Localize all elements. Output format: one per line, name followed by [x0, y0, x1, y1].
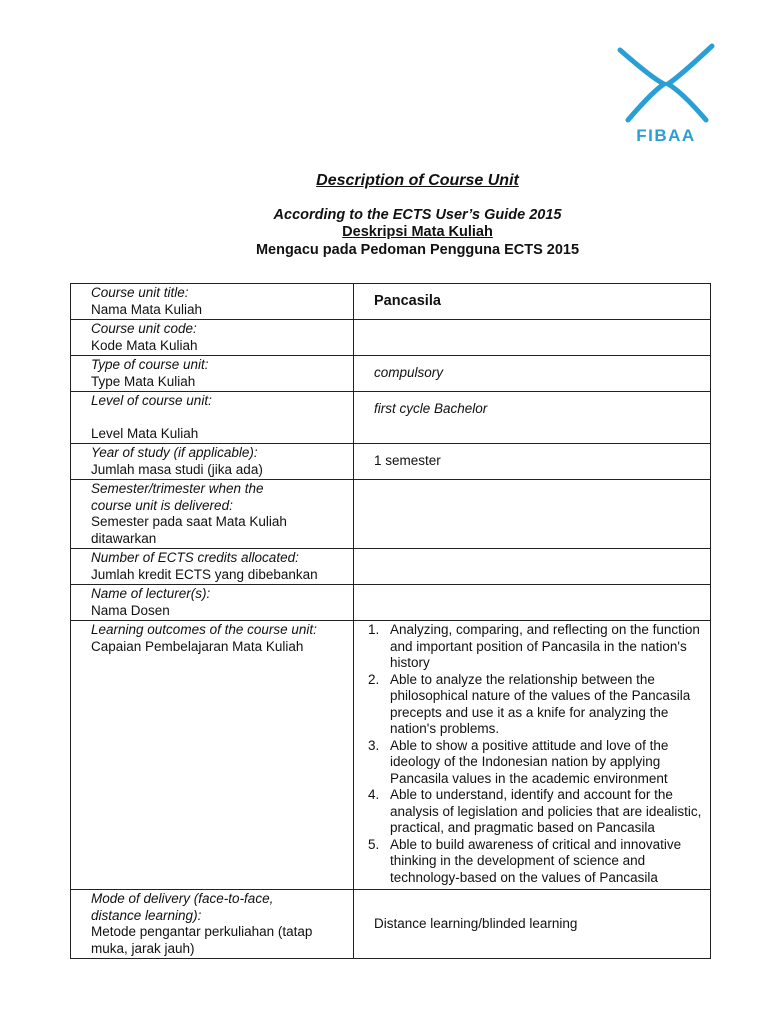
label-indonesian: Jumlah masa studi (jika ada): [91, 461, 263, 477]
value-cell: [354, 356, 711, 392]
label-english: Course unit code:: [91, 321, 197, 336]
label-english: distance learning):: [91, 907, 202, 923]
value-cell: [354, 549, 711, 585]
label-indonesian: Type Mata Kuliah: [91, 373, 196, 389]
label-indonesian: Metode pengantar perkuliahan (tatap muka, jarak jauh): [91, 924, 313, 956]
list-item: 5. Able to build awareness of critical and innovative thinking in the development of science and technology-based on the values of Pancasila: [368, 836, 682, 885]
table-row: [71, 356, 711, 392]
label-indonesian: Nama Mata Kuliah: [91, 301, 203, 317]
label-cell: [71, 356, 354, 392]
label-cell: [71, 890, 354, 959]
value-cell: [354, 890, 711, 959]
document-headings: [60, 170, 768, 259]
learning-outcomes-cell: [354, 621, 711, 890]
list-item: 1. Analyzing, comparing, and reflecting on the function and important position of Pancasila in the nation's history: [368, 622, 700, 670]
label-english: Learning outcomes of the course unit:: [91, 622, 317, 637]
table-row: [71, 444, 711, 480]
table-row: [71, 480, 711, 549]
fibaa-star-icon: [612, 40, 720, 124]
list-item: 4. Able to understand, identify and account for the analysis of legislation and policies that are idealistic, practical, and pragmatic based on Pancasila: [368, 787, 702, 835]
course-unit-table: [70, 283, 711, 959]
list-item: 2. Able to analyze the relationship between the philosophical nature of the values of the Pancasila precepts and use it as a knife for analyzing the nation's problems.: [368, 671, 691, 736]
list-item: 3. Able to show a positive attitude and love of the ideology of the Indonesian nation by applying Pancasila values in the academic environment: [368, 737, 669, 786]
label-indonesian: Capaian Pembelajaran Mata Kuliah: [91, 638, 304, 654]
label-cell: [71, 480, 354, 549]
document-title: Description of Course Unit: [316, 172, 519, 189]
value-cell: [354, 585, 711, 621]
label-english: Number of ECTS credits allocated:: [91, 550, 299, 565]
table-row: [71, 549, 711, 585]
label-cell: [71, 585, 354, 621]
label-english: Type of course unit:: [91, 357, 209, 372]
label-english: Year of study (if applicable):: [91, 445, 258, 460]
table-row: [71, 890, 711, 959]
label-indonesian: Level Mata Kuliah: [91, 425, 199, 441]
table-row: [71, 621, 711, 890]
table-row: [71, 392, 711, 444]
label-english: Level of course unit:: [91, 393, 212, 408]
value-cell: [354, 284, 711, 320]
label-english: Course unit title:: [91, 285, 189, 300]
table-row: [71, 284, 711, 320]
subtitle-english: According to the ECTS User’s Guide 2015: [273, 207, 562, 223]
table-row: [71, 585, 711, 621]
label-indonesian: Nama Dosen: [91, 602, 170, 618]
label-english: course unit is delivered:: [91, 497, 233, 513]
label-english: Semester/trimester when the: [91, 481, 264, 496]
value-cell: [354, 392, 711, 444]
label-cell: [71, 392, 354, 444]
label-english: Mode of delivery (face-to-face,: [91, 891, 274, 906]
value-cell: [354, 444, 711, 480]
label-cell: [71, 621, 354, 890]
subtitle-indonesian: Deskripsi Mata Kuliah: [342, 224, 493, 240]
learning-outcomes-list: [354, 622, 704, 886]
label-cell: [71, 320, 354, 356]
year-of-study-value: 1 semester: [374, 453, 441, 469]
label-cell: [71, 284, 354, 320]
course-level-value: first cycle Bachelor: [374, 401, 488, 416]
logo-text: FIBAA: [636, 126, 696, 145]
label-english: Name of lecturer(s):: [91, 586, 211, 601]
label-cell: [71, 444, 354, 480]
subtitle-indonesian-guide: Mengacu pada Pedoman Pengguna ECTS 2015: [255, 242, 580, 258]
label-indonesian: Jumlah kredit ECTS yang dibebankan: [91, 566, 318, 582]
course-type-value: compulsory: [374, 365, 444, 381]
table-row: [71, 320, 711, 356]
label-indonesian: Semester pada saat Mata Kuliah ditawarkan: [91, 514, 287, 546]
value-cell: [354, 480, 711, 549]
delivery-mode-value: Distance learning/blinded learning: [374, 915, 578, 931]
label-cell: [71, 549, 354, 585]
course-title-value: Pancasila: [374, 293, 441, 310]
label-indonesian: Kode Mata Kuliah: [91, 337, 198, 353]
fibaa-logo: [612, 40, 720, 150]
value-cell: [354, 320, 711, 356]
